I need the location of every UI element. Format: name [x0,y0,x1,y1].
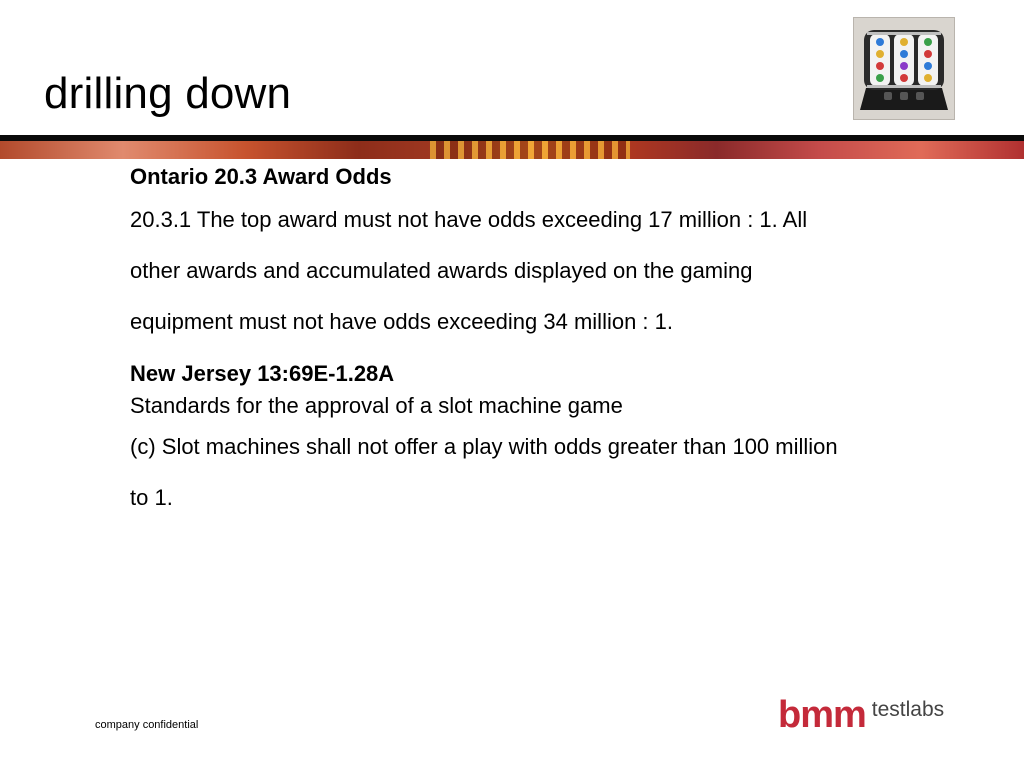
slot-machine-image [853,17,955,120]
decorative-banner [0,141,1024,159]
nj-text-line-2: to 1. [130,485,173,510]
slide-body [130,160,990,523]
slide-title: drilling down [44,69,292,118]
logo-testlabs-text: testlabs [871,698,945,721]
ontario-text-line-3: equipment must not have odds exceeding 34 million : 1. [130,309,673,334]
footer-confidential-note: company confidential [95,719,199,731]
nj-text-line-1: (c) Slot machines shall not offer a play with odds greater than 100 million [130,434,838,459]
nj-heading: New Jersey 13:69E-1.28A [130,361,395,386]
logo-bmm-text: bmm [778,694,866,736]
ontario-heading: Ontario 20.3 Award Odds [130,164,392,189]
ontario-text-line-1: 20.3.1 The top award must not have odds exceeding 17 million : 1. All [130,207,808,232]
bmm-testlabs-logo [778,696,944,734]
nj-subtitle: Standards for the approval of a slot machine game [130,393,623,418]
ontario-text-line-2: other awards and accumulated awards displayed on the gaming [130,258,753,283]
